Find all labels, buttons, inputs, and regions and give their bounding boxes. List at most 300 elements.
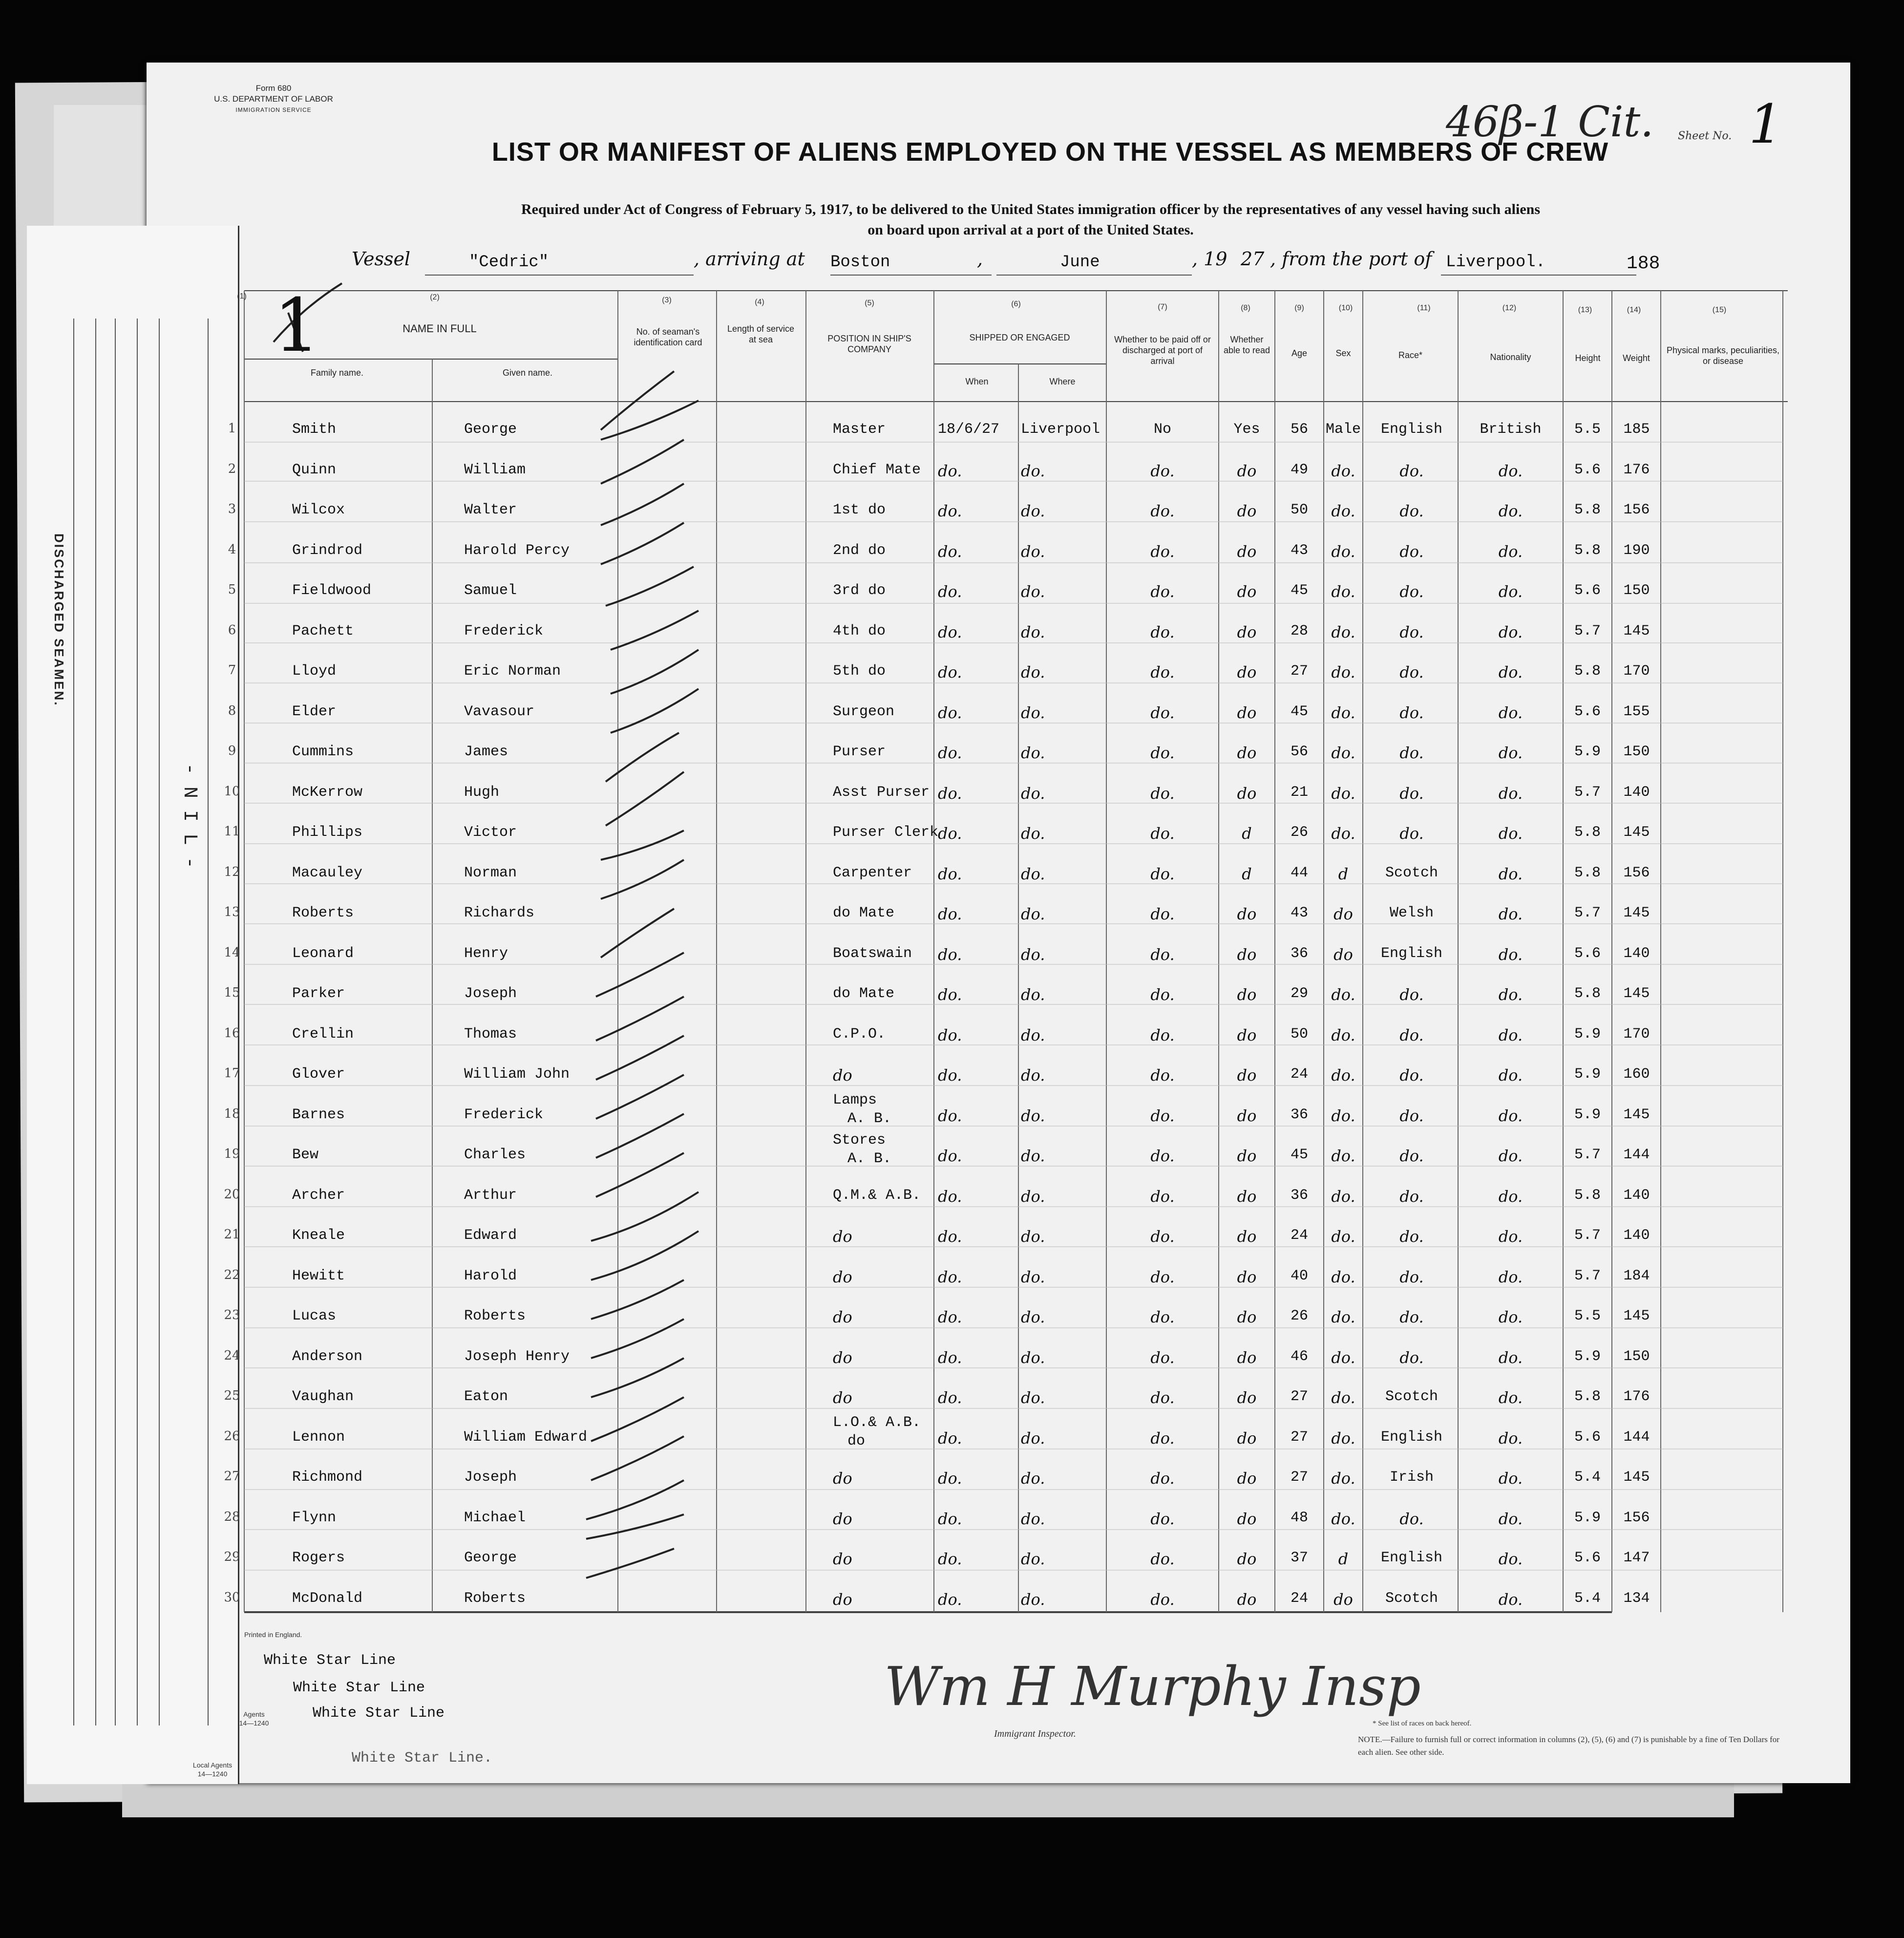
cell-read: do bbox=[1237, 461, 1257, 480]
cell-height: 5.4 bbox=[1574, 1469, 1601, 1486]
cell-given: George bbox=[464, 421, 517, 438]
col-header-name: NAME IN FULL bbox=[402, 322, 477, 335]
cell-height: 5.9 bbox=[1574, 744, 1601, 760]
subtitle-line: Required under Act of Congress of February 5, 1917, to be delivered to the United States immigration officer by the representatives of any vessel having such aliens bbox=[521, 201, 1540, 217]
col-num: (13) bbox=[1578, 306, 1592, 314]
col-header-family-name: Family name. bbox=[310, 368, 364, 378]
cell-race: do. bbox=[1399, 622, 1424, 641]
cell-given: Henry bbox=[464, 945, 508, 962]
col-header-able-to-read: Whether able to read bbox=[1223, 335, 1270, 355]
cell-family: Quinn bbox=[292, 461, 337, 478]
cell-position: 5th do bbox=[833, 663, 886, 680]
cell-where: do. bbox=[1021, 1469, 1045, 1488]
col-num: (11) bbox=[1417, 304, 1431, 312]
cell-position: Q.M.& A.B. bbox=[833, 1187, 921, 1204]
underline bbox=[1441, 275, 1636, 276]
cell-height: 5.7 bbox=[1574, 1147, 1601, 1163]
cell-family: Grindrod bbox=[292, 542, 363, 559]
cell-age: 26 bbox=[1290, 1308, 1308, 1324]
cell-age: 24 bbox=[1290, 1227, 1308, 1244]
cell-paid: do. bbox=[1150, 542, 1175, 561]
cell-read: do bbox=[1237, 1428, 1257, 1448]
page-subtitle bbox=[371, 199, 1690, 240]
cell-where: do. bbox=[1021, 1308, 1045, 1326]
cell-when: do. bbox=[938, 461, 962, 480]
cell-when: do. bbox=[938, 1267, 962, 1286]
cell-n: 15 bbox=[224, 985, 240, 1000]
cell-family: Fieldwood bbox=[292, 582, 372, 599]
strip-rule bbox=[208, 319, 209, 1725]
cell-weight: 185 bbox=[1623, 421, 1650, 438]
cell-height: 5.8 bbox=[1574, 542, 1601, 559]
cell-height: 5.8 bbox=[1574, 1388, 1601, 1405]
cell-nationality: do. bbox=[1498, 622, 1523, 641]
cell-position: 4th do bbox=[833, 622, 886, 639]
agents-label-text: Agents bbox=[243, 1710, 265, 1718]
cell-height: 5.8 bbox=[1574, 502, 1601, 518]
cell-age: 43 bbox=[1290, 905, 1308, 921]
cell-age: 49 bbox=[1290, 461, 1308, 478]
cell-position: Surgeon bbox=[833, 703, 895, 720]
cell-n: 20 bbox=[224, 1187, 240, 1202]
cell-position: Purser bbox=[833, 744, 886, 760]
col-num: (15) bbox=[1712, 306, 1727, 314]
cell-age: 56 bbox=[1290, 744, 1308, 760]
cell-race: do. bbox=[1399, 461, 1424, 480]
cell-race: Irish bbox=[1389, 1469, 1434, 1486]
underline bbox=[996, 275, 1192, 276]
cell-given: Harold bbox=[464, 1267, 517, 1284]
cell-nationality: do. bbox=[1498, 1308, 1523, 1326]
cell-where: do. bbox=[1021, 1348, 1045, 1367]
cell-n: 26 bbox=[224, 1428, 240, 1444]
cell-when: do. bbox=[938, 1308, 962, 1326]
cell-given: Vavasour bbox=[464, 703, 535, 720]
cell-given: Charles bbox=[464, 1147, 526, 1163]
cell-paid: do. bbox=[1150, 1469, 1175, 1488]
cell-n: 13 bbox=[224, 905, 240, 919]
cell-race: Scotch bbox=[1385, 864, 1439, 881]
underline bbox=[425, 275, 694, 276]
cell-position: do bbox=[833, 1550, 852, 1568]
cell-height: 5.9 bbox=[1574, 1509, 1601, 1526]
cell-n: 23 bbox=[224, 1308, 240, 1322]
cell-sex: do bbox=[1333, 905, 1353, 923]
cell-position: L.O.& A.B. bbox=[833, 1414, 921, 1431]
cell-family: Anderson bbox=[292, 1348, 363, 1365]
cell-nationality: do. bbox=[1498, 945, 1523, 964]
year-suffix: 27 bbox=[1241, 248, 1265, 270]
cell-where: do. bbox=[1021, 1147, 1045, 1165]
cell-weight: 156 bbox=[1623, 1509, 1650, 1526]
cell-n: 10 bbox=[224, 784, 240, 799]
list-number: 188 bbox=[1627, 253, 1660, 274]
cell-position: Boatswain bbox=[833, 945, 912, 962]
cell-family: Flynn bbox=[292, 1509, 337, 1526]
sheet-label: Sheet No. bbox=[1678, 130, 1732, 142]
cell-where: do. bbox=[1021, 1025, 1045, 1044]
cell-n: 19 bbox=[224, 1147, 240, 1161]
cell-n: 4 bbox=[228, 542, 236, 557]
cell-position: do Mate bbox=[833, 905, 895, 921]
cell-sex: do. bbox=[1331, 1187, 1355, 1206]
cell-sex: do. bbox=[1331, 502, 1355, 520]
strip-rule bbox=[73, 319, 74, 1725]
cell-paid: do. bbox=[1150, 1308, 1175, 1326]
cell-race: do. bbox=[1399, 1066, 1424, 1085]
cell-sex: do. bbox=[1331, 1388, 1355, 1407]
cell-position: 1st do bbox=[833, 502, 886, 518]
arrival-port: Boston bbox=[830, 253, 890, 272]
cell-sex: do. bbox=[1331, 1227, 1355, 1246]
cell-race: do. bbox=[1399, 985, 1424, 1004]
cell-nationality: do. bbox=[1498, 1187, 1523, 1206]
cell-where: do. bbox=[1021, 744, 1045, 762]
strip-rule bbox=[115, 319, 116, 1725]
cell-position: do bbox=[833, 1267, 852, 1286]
col-header-age: Age bbox=[1291, 348, 1308, 358]
cell-given: William John bbox=[464, 1066, 570, 1083]
cell-given: Hugh bbox=[464, 784, 500, 801]
cell-n: 17 bbox=[224, 1066, 240, 1081]
cell-family: Richmond bbox=[292, 1469, 363, 1486]
cell-where: do. bbox=[1021, 663, 1045, 681]
cell-paid: do. bbox=[1150, 622, 1175, 641]
cell-where: do. bbox=[1021, 784, 1045, 803]
cell-when: do. bbox=[938, 1509, 962, 1528]
cell-sex: do. bbox=[1331, 703, 1355, 722]
cell-read: do bbox=[1237, 582, 1257, 601]
cell-race: Scotch bbox=[1385, 1388, 1439, 1405]
cell-given: Edward bbox=[464, 1227, 517, 1244]
cell-height: 5.7 bbox=[1574, 784, 1601, 801]
cell-read: do bbox=[1237, 542, 1257, 561]
cell-n: 30 bbox=[224, 1590, 240, 1605]
col-num: (1) bbox=[237, 292, 247, 300]
cell-when: do. bbox=[938, 1469, 962, 1488]
cell-where: do. bbox=[1021, 864, 1045, 883]
cell-position: do bbox=[833, 1227, 852, 1246]
strip-rule bbox=[95, 319, 96, 1725]
col-header-race: Race* bbox=[1398, 350, 1423, 360]
cell-family: Pachett bbox=[292, 622, 354, 639]
cell-read: d bbox=[1242, 864, 1252, 883]
cell-race: do. bbox=[1399, 1106, 1424, 1125]
cell-where: do. bbox=[1021, 582, 1045, 601]
cell-read: do bbox=[1237, 703, 1257, 722]
cell-n: 1 bbox=[228, 421, 236, 436]
year-prefix: , 19 bbox=[1192, 248, 1227, 270]
cell-given: George bbox=[464, 1550, 517, 1566]
cell-height: 5.9 bbox=[1574, 1066, 1601, 1083]
cell-given: Arthur bbox=[464, 1187, 517, 1204]
cell-paid: do. bbox=[1150, 582, 1175, 601]
cell-read: do bbox=[1237, 905, 1257, 923]
cell-paid: do. bbox=[1150, 1267, 1175, 1286]
cell-read: do bbox=[1237, 622, 1257, 641]
cell-given: Victor bbox=[464, 824, 517, 841]
cell-age: 24 bbox=[1290, 1066, 1308, 1083]
cell-age: 36 bbox=[1290, 1106, 1308, 1123]
cell-height: 5.8 bbox=[1574, 985, 1601, 1002]
cell-age: 45 bbox=[1290, 582, 1308, 599]
cell-given: Roberts bbox=[464, 1308, 526, 1324]
cell-weight: 140 bbox=[1623, 784, 1650, 801]
arriving-label: , arriving at bbox=[694, 248, 805, 270]
col-header-physical-marks: Physical marks, peculiarities, or disease bbox=[1666, 345, 1780, 366]
cell-height: 5.7 bbox=[1574, 905, 1601, 921]
cell-age: 26 bbox=[1290, 824, 1308, 841]
cell-weight: 156 bbox=[1623, 864, 1650, 881]
cell-n: 21 bbox=[224, 1227, 240, 1242]
cell-weight: 144 bbox=[1623, 1147, 1650, 1163]
cell-paid: do. bbox=[1150, 1187, 1175, 1206]
cell-position: Carpenter bbox=[833, 864, 912, 881]
cell-where: do. bbox=[1021, 824, 1045, 843]
cell-n: 2 bbox=[228, 461, 236, 476]
cell-family: Elder bbox=[292, 703, 337, 720]
cell-n: 28 bbox=[224, 1509, 240, 1524]
cell-position: do bbox=[833, 1388, 852, 1407]
fine-note: NOTE.—Failure to furnish full or correct information in columns (2), (5), (6) and (7) is punishable by a fine of Ten Dollars for each alien. See other side. bbox=[1358, 1735, 1779, 1757]
cell-paid: do. bbox=[1150, 905, 1175, 923]
cell-where: do. bbox=[1021, 542, 1045, 561]
cell-paid: do. bbox=[1150, 1348, 1175, 1367]
cell-height: 5.6 bbox=[1574, 703, 1601, 720]
cell-read: do bbox=[1237, 502, 1257, 520]
cell-nationality: do. bbox=[1498, 1388, 1523, 1407]
cell-race: do. bbox=[1399, 542, 1424, 561]
cell-position: Chief Mate bbox=[833, 461, 921, 478]
cell-weight: 134 bbox=[1623, 1590, 1650, 1607]
cell-position: 2nd do bbox=[833, 542, 886, 559]
cell-height: 5.9 bbox=[1574, 1106, 1601, 1123]
cell-age: 44 bbox=[1290, 864, 1308, 881]
cell-height: 5.7 bbox=[1574, 622, 1601, 639]
cell-when: do. bbox=[938, 542, 962, 561]
col-num: (4) bbox=[755, 298, 764, 306]
cell-when: do. bbox=[938, 703, 962, 722]
vessel-label: Vessel bbox=[352, 248, 411, 270]
cell-sex: do. bbox=[1331, 1025, 1355, 1044]
col-header-paid-off: Whether to be paid off or discharged at port of arrival bbox=[1114, 335, 1211, 366]
nil-mark: - N I L - bbox=[178, 763, 200, 869]
page-title: LIST OR MANIFEST OF ALIENS EMPLOYED ON THE VESSEL AS MEMBERS OF CREW bbox=[491, 137, 1609, 167]
cell-position: Purser Clerk bbox=[833, 824, 939, 841]
col-header-service-length: Length of service at sea bbox=[727, 324, 795, 344]
cell-race: do. bbox=[1399, 1187, 1424, 1206]
cell-family: McDonald bbox=[292, 1590, 363, 1607]
col-header-id-card: No. of seaman's identification card bbox=[634, 327, 702, 347]
cell-position-second-line: do bbox=[847, 1432, 866, 1449]
cell-family: Lloyd bbox=[292, 663, 337, 680]
cell-height: 5.5 bbox=[1574, 1308, 1601, 1324]
cell-where: Liverpool bbox=[1021, 421, 1100, 438]
cell-where: do. bbox=[1021, 945, 1045, 964]
col-num: (14) bbox=[1627, 306, 1641, 314]
cell-read: do bbox=[1237, 1187, 1257, 1206]
cell-given: Eric Norman bbox=[464, 663, 561, 680]
cell-weight: 150 bbox=[1623, 582, 1650, 599]
col-header-weight: Weight bbox=[1623, 353, 1650, 363]
cell-weight: 147 bbox=[1623, 1550, 1650, 1566]
agents-form-number: 14—1240 bbox=[239, 1719, 269, 1727]
cell-age: 37 bbox=[1290, 1550, 1308, 1566]
cell-when: do. bbox=[938, 1348, 962, 1367]
cell-given: Frederick bbox=[464, 1106, 544, 1123]
cell-nationality: do. bbox=[1498, 461, 1523, 480]
cell-weight: 176 bbox=[1623, 1388, 1650, 1405]
agents-label bbox=[230, 1710, 278, 1727]
cell-when: do. bbox=[938, 864, 962, 883]
cell-race: do. bbox=[1399, 1227, 1424, 1246]
cell-sex: Male bbox=[1325, 421, 1361, 438]
cell-sex: do. bbox=[1331, 744, 1355, 762]
cell-family: Archer bbox=[292, 1187, 345, 1204]
cell-weight: 145 bbox=[1623, 1106, 1650, 1123]
cell-where: do. bbox=[1021, 1550, 1045, 1568]
cell-read: do bbox=[1237, 1388, 1257, 1407]
cell-read: do bbox=[1237, 1147, 1257, 1165]
cell-age: 29 bbox=[1290, 985, 1308, 1002]
cell-age: 46 bbox=[1290, 1348, 1308, 1365]
cell-n: 3 bbox=[228, 502, 236, 516]
cell-given: Roberts bbox=[464, 1590, 526, 1607]
cell-given: Walter bbox=[464, 502, 517, 518]
cell-when: do. bbox=[938, 985, 962, 1004]
cell-position: Stores bbox=[833, 1132, 886, 1149]
cell-weight: 184 bbox=[1623, 1267, 1650, 1284]
cell-read: do bbox=[1237, 985, 1257, 1004]
cell-sex: do. bbox=[1331, 1348, 1355, 1367]
cell-sex: do bbox=[1333, 1590, 1353, 1609]
cell-height: 5.5 bbox=[1574, 421, 1601, 438]
cell-family: Bew bbox=[292, 1147, 319, 1163]
cell-where: do. bbox=[1021, 1590, 1045, 1609]
cell-race: do. bbox=[1399, 824, 1424, 843]
cell-sex: do. bbox=[1331, 1267, 1355, 1286]
col-num: (10) bbox=[1338, 304, 1353, 312]
cell-given: Harold Percy bbox=[464, 542, 570, 559]
cell-read: do bbox=[1237, 945, 1257, 964]
cell-weight: 160 bbox=[1623, 1066, 1650, 1083]
cell-age: 40 bbox=[1290, 1267, 1308, 1284]
cell-sex: do. bbox=[1331, 1147, 1355, 1165]
cell-given: Joseph bbox=[464, 1469, 517, 1486]
arrival-month: June bbox=[1060, 253, 1100, 272]
cell-n: 6 bbox=[228, 622, 236, 638]
cell-read: d bbox=[1242, 824, 1252, 843]
cell-when: do. bbox=[938, 663, 962, 681]
cell-age: 24 bbox=[1290, 1590, 1308, 1607]
cell-nationality: do. bbox=[1498, 1550, 1523, 1568]
cell-height: 5.4 bbox=[1574, 1590, 1601, 1607]
cell-height: 5.6 bbox=[1574, 582, 1601, 599]
cell-when: do. bbox=[938, 1227, 962, 1246]
handwritten-file-ref: 46β-1 Cit. bbox=[1446, 98, 1654, 147]
cell-nationality: do. bbox=[1498, 905, 1523, 923]
cell-age: 27 bbox=[1290, 1469, 1308, 1486]
cell-paid: do. bbox=[1150, 663, 1175, 681]
cell-when: do. bbox=[938, 1187, 962, 1206]
local-agents-label bbox=[171, 1761, 254, 1778]
cell-n: 8 bbox=[228, 703, 236, 718]
cell-sex: do. bbox=[1331, 622, 1355, 641]
cell-paid: do. bbox=[1150, 1388, 1175, 1407]
cell-where: do. bbox=[1021, 502, 1045, 520]
cell-paid: do. bbox=[1150, 461, 1175, 480]
local-agents-label-text: Local Agents bbox=[192, 1761, 233, 1769]
agent-line: White Star Line bbox=[293, 1680, 425, 1696]
cell-race: do. bbox=[1399, 1147, 1424, 1165]
cell-sex: do. bbox=[1331, 1066, 1355, 1085]
cell-n: 9 bbox=[228, 744, 236, 758]
cell-race: English bbox=[1380, 1428, 1443, 1446]
cell-weight: 170 bbox=[1623, 1025, 1650, 1043]
cell-position-second-line: A. B. bbox=[847, 1110, 892, 1127]
col-header-nationality: Nationality bbox=[1490, 352, 1531, 362]
underline bbox=[830, 275, 992, 276]
cell-position: do bbox=[833, 1308, 852, 1326]
cell-height: 5.8 bbox=[1574, 824, 1601, 841]
printed-in: Printed in England. bbox=[244, 1631, 302, 1639]
cell-family: Vaughan bbox=[292, 1388, 354, 1405]
cell-weight: 140 bbox=[1623, 945, 1650, 962]
cell-height: 5.9 bbox=[1574, 1348, 1601, 1365]
under-sheet-agent-line: White Star Line. bbox=[352, 1750, 493, 1767]
cell-given: Richards bbox=[464, 905, 535, 921]
cell-family: Leonard bbox=[292, 945, 354, 962]
col-num: (2) bbox=[430, 293, 440, 301]
cell-position: do bbox=[833, 1509, 852, 1528]
cell-race: Welsh bbox=[1389, 905, 1434, 921]
cell-read: do bbox=[1237, 1106, 1257, 1125]
cell-race: do. bbox=[1399, 1308, 1424, 1326]
cell-when: do. bbox=[938, 784, 962, 803]
cell-nationality: do. bbox=[1498, 1348, 1523, 1367]
cell-position: do bbox=[833, 1348, 852, 1367]
cell-weight: 145 bbox=[1623, 985, 1650, 1002]
col-num: (5) bbox=[865, 299, 874, 307]
cell-n: 11 bbox=[224, 824, 240, 839]
cell-nationality: do. bbox=[1498, 864, 1523, 883]
strip-rule bbox=[159, 319, 160, 1725]
cell-n: 12 bbox=[224, 864, 240, 879]
cell-age: 43 bbox=[1290, 542, 1308, 559]
cell-when: do. bbox=[938, 1550, 962, 1568]
cell-paid: do. bbox=[1150, 744, 1175, 762]
cell-age: 45 bbox=[1290, 1147, 1308, 1163]
cell-nationality: do. bbox=[1498, 582, 1523, 601]
cell-n: 14 bbox=[224, 945, 240, 960]
cell-where: do. bbox=[1021, 1388, 1045, 1407]
cell-nationality: British bbox=[1480, 421, 1542, 438]
cell-where: do. bbox=[1021, 703, 1045, 722]
cell-nationality: do. bbox=[1498, 1066, 1523, 1085]
sheet-number: 1 bbox=[1749, 93, 1783, 155]
cell-n: 18 bbox=[224, 1106, 240, 1121]
cell-n: 25 bbox=[224, 1388, 240, 1403]
cell-height: 5.7 bbox=[1574, 1227, 1601, 1244]
cell-nationality: do. bbox=[1498, 985, 1523, 1004]
cell-position: do bbox=[833, 1590, 852, 1609]
cell-family: Hewitt bbox=[292, 1267, 345, 1284]
cell-position: Master bbox=[833, 421, 886, 438]
cell-read: do bbox=[1237, 1227, 1257, 1246]
cell-family: Cummins bbox=[292, 744, 354, 760]
cell-paid: do. bbox=[1150, 1550, 1175, 1568]
cell-family: Smith bbox=[292, 421, 337, 438]
